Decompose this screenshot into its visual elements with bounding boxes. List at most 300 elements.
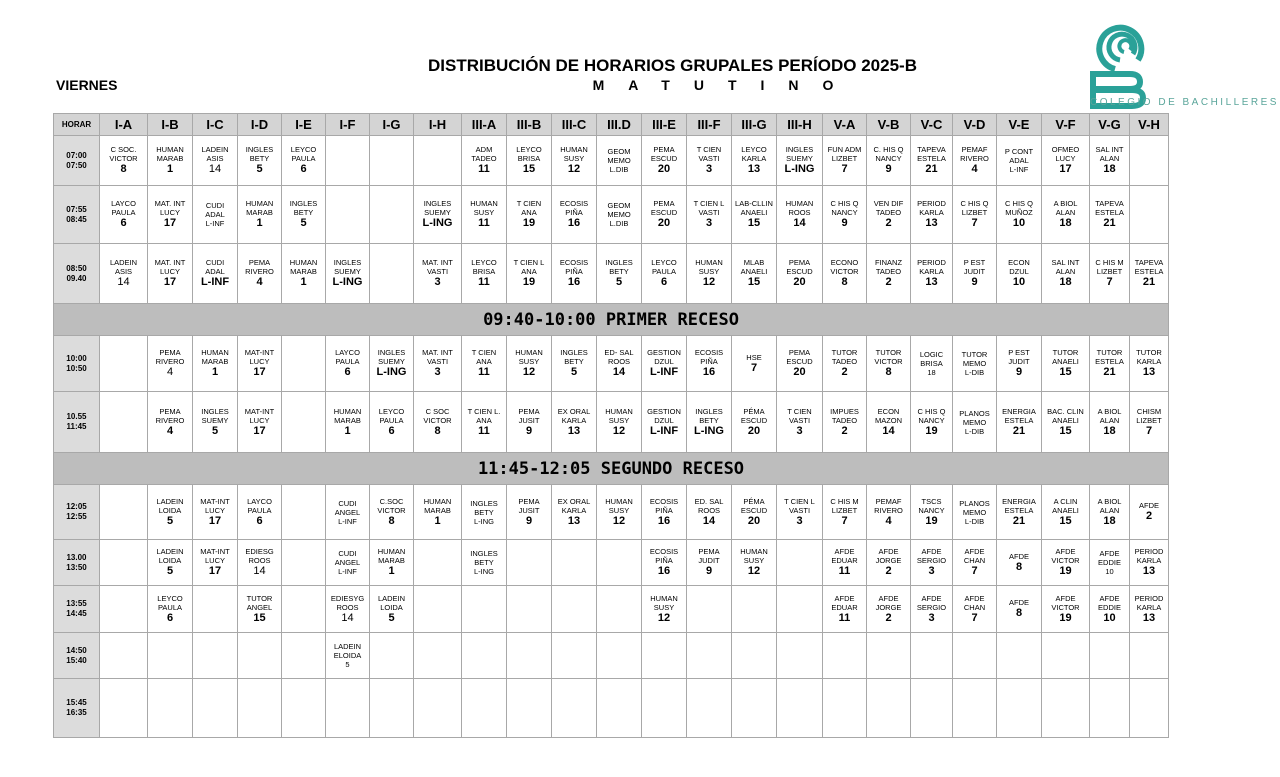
class-cell	[1130, 586, 1169, 633]
classroom-number: 13	[567, 514, 581, 527]
teacher-name: PIÑA	[565, 208, 583, 217]
classroom-number: 3	[796, 424, 803, 437]
subject-abbrev: C SOC	[425, 406, 450, 416]
empty-cell	[326, 186, 370, 244]
classroom-number: 10	[1012, 217, 1026, 229]
empty-cell	[282, 633, 326, 679]
empty-cell	[238, 679, 282, 738]
teacher-name: BRISA	[472, 267, 496, 276]
classroom-number: L-INF	[205, 219, 225, 228]
time-slot-cell	[54, 586, 100, 633]
class-cell	[370, 540, 414, 586]
empty-cell	[552, 679, 597, 738]
classroom-number: 14	[341, 611, 354, 624]
subject-abbrev: HUMAN	[560, 145, 588, 154]
class-cell	[823, 186, 867, 244]
subject-abbrev: LEYCO	[157, 593, 183, 603]
class-cell	[732, 392, 777, 453]
subject-abbrev: AFDE	[878, 593, 899, 603]
class-cell	[777, 485, 823, 540]
empty-cell	[326, 679, 370, 738]
teacher-name: KARLA	[919, 208, 944, 217]
teacher-name: KARLA	[741, 154, 767, 163]
classroom-number: 3	[928, 565, 935, 577]
class-cell	[687, 485, 732, 540]
classroom-number: 12	[657, 611, 671, 624]
class-cell	[507, 392, 552, 453]
class-cell	[238, 244, 282, 304]
classroom-number: 4	[885, 514, 892, 527]
teacher-name: VASTI	[788, 415, 811, 425]
empty-cell	[597, 679, 642, 738]
empty-cell	[777, 633, 823, 679]
time-slot-row	[54, 485, 1169, 540]
teacher-name: ASIS	[206, 154, 224, 163]
teacher-name: BETY	[609, 267, 629, 276]
subject-abbrev: LADEIN	[156, 496, 184, 506]
subject-abbrev: SAL INT	[1095, 145, 1124, 154]
class-cell	[953, 336, 997, 392]
class-cell	[238, 540, 282, 586]
classroom-number: 3	[434, 366, 441, 378]
empty-cell	[1090, 633, 1130, 679]
classroom-number: 15	[1059, 514, 1072, 527]
classroom-number: 12	[522, 366, 536, 378]
class-cell	[1130, 336, 1169, 392]
teacher-name: SERGIO	[916, 556, 947, 565]
teacher-name: ESCUD	[650, 208, 678, 217]
empty-cell	[100, 586, 148, 633]
subject-abbrev: CUDI	[205, 201, 225, 210]
teacher-name: ESCUD	[650, 154, 678, 163]
subject-abbrev: TUTOR	[875, 348, 902, 357]
teacher-name: MARAB	[156, 154, 184, 163]
column-header-group: I-G	[370, 114, 414, 136]
empty-cell	[823, 679, 867, 738]
class-cell	[732, 336, 777, 392]
class-cell	[1042, 586, 1090, 633]
classroom-number: 1	[256, 217, 263, 229]
empty-cell	[777, 679, 823, 738]
time-slot-cell	[54, 336, 100, 392]
classroom-number: 14	[612, 366, 626, 378]
classroom-number: 6	[344, 366, 351, 378]
teacher-name: SUEMY	[378, 357, 405, 366]
subject-abbrev: C.SOC	[379, 496, 404, 506]
subject-abbrev: PLANOS	[959, 408, 990, 418]
subject-abbrev: A BIOL	[1097, 406, 1122, 416]
empty-cell	[507, 586, 552, 633]
class-cell	[687, 540, 732, 586]
subject-abbrev: T CIEN L	[784, 496, 815, 506]
class-cell	[777, 186, 823, 244]
subject-abbrev: GEOM	[607, 147, 631, 156]
classroom-number: 15	[1059, 366, 1072, 378]
empty-cell	[597, 586, 642, 633]
subject-abbrev: MAT. INT	[422, 348, 453, 357]
classroom-number: 7	[971, 217, 978, 229]
teacher-name: LUCY	[1055, 154, 1076, 163]
teacher-name: LUCY	[159, 208, 180, 217]
class-cell	[193, 336, 238, 392]
class-cell	[552, 336, 597, 392]
classroom-number: 8	[434, 424, 441, 437]
empty-cell	[282, 392, 326, 453]
classroom-number: 11	[838, 565, 851, 577]
empty-cell	[282, 336, 326, 392]
classroom-number: 6	[256, 514, 263, 527]
empty-cell	[193, 633, 238, 679]
class-cell	[326, 586, 370, 633]
time-slot-cell	[54, 540, 100, 586]
class-cell	[597, 136, 642, 186]
class-cell	[1042, 485, 1090, 540]
class-cell	[1042, 136, 1090, 186]
time-end: 14:45	[66, 609, 87, 618]
subject-abbrev: GEOM	[607, 201, 631, 210]
time-slot-cell	[54, 392, 100, 453]
teacher-name: ASIS	[114, 267, 133, 276]
subject-abbrev: TUTOR	[831, 348, 858, 357]
subject-abbrev: HUMAN	[333, 406, 362, 416]
teacher-name: LIZBET	[831, 505, 858, 515]
empty-cell	[911, 633, 953, 679]
class-cell	[1090, 540, 1130, 586]
subject-abbrev: GESTION	[647, 406, 681, 416]
teacher-name: LIZBET	[961, 208, 988, 217]
subject-abbrev: FINANZ	[874, 258, 903, 267]
class-cell	[238, 586, 282, 633]
empty-cell	[911, 679, 953, 738]
class-cell	[997, 136, 1042, 186]
class-cell	[867, 336, 911, 392]
teacher-name: KARLA	[561, 415, 587, 425]
class-cell	[911, 136, 953, 186]
teacher-name: ROOS	[336, 602, 359, 612]
teacher-name: MEMO	[962, 507, 987, 517]
classroom-number: 11	[478, 366, 490, 378]
class-cell	[953, 540, 997, 586]
empty-cell	[687, 633, 732, 679]
teacher-name: RIVERO	[245, 267, 274, 276]
column-header-group: I-A	[100, 114, 148, 136]
teacher-name: TADEO	[831, 357, 858, 366]
column-header-group: V-B	[867, 114, 911, 136]
class-cell	[911, 244, 953, 304]
classroom-number: 11	[478, 163, 490, 175]
classroom-number: 8	[388, 514, 395, 527]
teacher-name: ESTELA	[1095, 357, 1124, 366]
empty-cell	[100, 392, 148, 453]
teacher-name: DZUL	[654, 415, 674, 425]
teacher-name: ANA	[476, 415, 492, 425]
empty-cell	[507, 540, 552, 586]
teacher-name: PIÑA	[565, 267, 583, 276]
teacher-name: TADEO	[875, 267, 902, 276]
class-cell	[326, 392, 370, 453]
classroom-number: 20	[657, 163, 671, 175]
teacher-name: ESTELA	[1004, 415, 1034, 425]
classroom-number: 18	[1103, 514, 1116, 527]
subject-abbrev: A BIOL	[1053, 199, 1078, 208]
teacher-name: SUSY	[608, 415, 630, 425]
subject-abbrev: INGLES	[470, 549, 498, 558]
class-cell	[597, 485, 642, 540]
class-cell	[823, 586, 867, 633]
empty-cell	[282, 586, 326, 633]
teacher-name: LIZBET	[1096, 267, 1123, 276]
subject-abbrev: HUMAN	[605, 406, 633, 416]
classroom-number: 15	[747, 217, 761, 229]
subject-abbrev: LADEIN	[201, 145, 229, 154]
teacher-name: MEMO	[607, 156, 631, 165]
subject-abbrev: CHISM	[1136, 406, 1162, 416]
column-header-group: I-F	[326, 114, 370, 136]
subject-abbrev: PEMA	[159, 348, 181, 357]
teacher-name: SUEMY	[786, 154, 813, 163]
class-cell	[370, 336, 414, 392]
subject-abbrev: P CONT	[1004, 147, 1034, 156]
class-cell	[462, 336, 507, 392]
subject-abbrev: IMPUES	[830, 406, 859, 416]
teacher-name: ANA	[521, 208, 537, 217]
classroom-number: L-ING	[473, 516, 494, 526]
class-cell	[997, 540, 1042, 586]
class-cell	[326, 244, 370, 304]
empty-cell	[370, 679, 414, 738]
subject-abbrev: AFDE	[834, 547, 855, 556]
classroom-number: L.DIB	[609, 219, 629, 228]
classroom-number: 12	[612, 514, 626, 527]
classroom-number: 3	[434, 276, 441, 288]
class-cell	[370, 485, 414, 540]
class-cell	[732, 244, 777, 304]
subject-abbrev: MAT. INT	[422, 258, 453, 267]
schedule-table	[53, 113, 1169, 738]
teacher-name: ANAELI	[740, 208, 768, 217]
teacher-name: ROOS	[248, 556, 271, 565]
teacher-name: PAULA	[157, 602, 183, 612]
class-cell	[642, 244, 687, 304]
classroom-number: L-INF	[649, 424, 679, 437]
college-logo-text: COLEGIO DE BACHILLERES	[1090, 97, 1279, 108]
subject-abbrev: INGLES	[695, 406, 723, 416]
class-cell	[148, 392, 193, 453]
classroom-number: 2	[885, 611, 892, 624]
teacher-name: JUDIT	[963, 267, 986, 276]
class-cell	[148, 586, 193, 633]
teacher-name: ADAL	[1009, 156, 1029, 165]
recess-label: 09:40-10:00 PRIMER RECESO	[54, 304, 1169, 336]
class-cell	[326, 633, 370, 679]
class-cell	[148, 136, 193, 186]
classroom-number: 11	[838, 611, 851, 624]
subject-abbrev: HSE	[746, 352, 762, 362]
empty-cell	[193, 586, 238, 633]
teacher-name: SUEMY	[424, 208, 451, 217]
empty-cell	[326, 136, 370, 186]
classroom-number: L-INF	[649, 366, 679, 378]
column-header-group: V-F	[1042, 114, 1090, 136]
empty-cell	[462, 679, 507, 738]
subject-abbrev: LADEIN	[333, 642, 362, 651]
class-cell	[823, 392, 867, 453]
classroom-number: 5	[256, 163, 263, 175]
class-cell	[597, 392, 642, 453]
subject-abbrev: LOGIC	[919, 350, 944, 359]
teacher-name: ANAELI	[1052, 415, 1079, 425]
classroom-number: 6	[660, 276, 668, 288]
class-cell	[462, 244, 507, 304]
subject-abbrev: INGLES	[333, 258, 362, 267]
class-cell	[687, 244, 732, 304]
teacher-name: PIÑA	[655, 556, 673, 565]
subject-abbrev: INGLES	[201, 406, 229, 416]
subject-abbrev: VEN DIF	[873, 199, 904, 208]
class-cell	[238, 392, 282, 453]
classroom-number: 17	[253, 366, 266, 378]
class-cell	[597, 186, 642, 244]
classroom-number: 16	[567, 276, 581, 288]
class-cell	[507, 244, 552, 304]
empty-cell	[997, 633, 1042, 679]
subject-abbrev: EDIESG	[245, 547, 274, 556]
subject-abbrev: C HIS Q	[917, 406, 946, 416]
class-cell	[823, 244, 867, 304]
subject-abbrev: AFDE	[1055, 547, 1076, 556]
classroom-number: 1	[344, 424, 351, 437]
teacher-name: ESCUD	[786, 267, 813, 276]
teacher-name: VASTI	[698, 208, 720, 217]
classroom-number: 20	[747, 424, 761, 437]
classroom-number: 18	[1103, 163, 1116, 175]
teacher-name: EDUAR	[831, 602, 858, 612]
teacher-name: ESCUD	[786, 357, 813, 366]
subject-abbrev: HUMAN	[245, 199, 274, 208]
class-cell	[777, 392, 823, 453]
class-cell	[911, 392, 953, 453]
subject-abbrev: MLAB	[743, 258, 765, 267]
subject-abbrev: PEMA	[788, 258, 811, 267]
teacher-name: LUCY	[249, 415, 270, 425]
subject-abbrev: C HIS M	[830, 496, 859, 506]
class-cell	[823, 136, 867, 186]
teacher-name: VASTI	[426, 357, 449, 366]
teacher-name: VICTOR	[830, 267, 859, 276]
class-cell	[507, 136, 552, 186]
column-header-time: HORAR	[54, 114, 100, 136]
subject-abbrev: PEMA	[518, 496, 540, 506]
classroom-number: 6	[388, 424, 395, 437]
empty-cell	[953, 679, 997, 738]
empty-cell	[507, 679, 552, 738]
teacher-name: ADAL	[205, 267, 225, 276]
classroom-number: 17	[163, 276, 177, 288]
classroom-number: 5	[300, 217, 307, 229]
column-header-group: III-G	[732, 114, 777, 136]
classroom-number: 1	[166, 163, 174, 175]
time-start: 08:50	[66, 263, 87, 273]
classroom-number: 10	[1012, 276, 1026, 288]
classroom-number: L-INF	[338, 516, 357, 526]
column-header-group: V-E	[997, 114, 1042, 136]
subject-abbrev: AFDE	[1055, 593, 1076, 603]
classroom-number: 9	[885, 163, 892, 175]
class-cell	[1130, 244, 1169, 304]
classroom-number: 21	[1012, 424, 1026, 437]
classroom-number: 13	[925, 217, 938, 229]
subject-abbrev: BAC. CLIN	[1047, 406, 1084, 416]
subject-abbrev: C SOC.	[110, 145, 137, 154]
subject-abbrev: CUDI	[338, 549, 357, 558]
teacher-name: NANCY	[918, 415, 945, 425]
classroom-number: 1	[300, 276, 307, 288]
subject-abbrev: PÉMA	[743, 496, 765, 506]
class-cell	[1090, 186, 1130, 244]
empty-cell	[1130, 633, 1169, 679]
teacher-name: NANCY	[875, 154, 902, 163]
teacher-name: ROOS	[697, 505, 721, 515]
empty-cell	[777, 586, 823, 633]
classroom-number: 7	[1106, 276, 1113, 288]
classroom-number: 17	[208, 565, 222, 577]
teacher-name: MUÑOZ	[1005, 208, 1033, 217]
subject-abbrev: HUMAN	[695, 258, 723, 267]
classroom-number: 12	[567, 163, 581, 175]
subject-abbrev: AFDE	[1099, 549, 1120, 558]
classroom-number: L-DIB	[964, 368, 985, 377]
subject-abbrev: EX ORAL	[557, 406, 591, 416]
subject-abbrev: MAT-INT	[244, 406, 275, 416]
subject-abbrev: PEMA	[518, 406, 540, 416]
empty-cell	[414, 679, 462, 738]
classroom-number: 7	[841, 514, 848, 527]
class-cell	[1042, 392, 1090, 453]
classroom-number: 18	[1059, 276, 1072, 288]
classroom-number: 7	[971, 565, 978, 577]
classroom-number: 6	[120, 217, 127, 229]
class-cell	[238, 186, 282, 244]
teacher-name: VICTOR	[109, 154, 138, 163]
subject-abbrev: INGLES	[605, 258, 633, 267]
classroom-number: 18	[927, 368, 936, 377]
column-header-group: V-H	[1130, 114, 1169, 136]
subject-abbrev: INGLES	[245, 145, 274, 154]
empty-cell	[462, 633, 507, 679]
teacher-name: SERGIO	[916, 602, 947, 612]
empty-cell	[238, 633, 282, 679]
recess-row	[54, 304, 1169, 336]
classroom-number: 15	[1059, 424, 1072, 437]
teacher-name: JUDIT	[698, 556, 720, 565]
column-header-group: I-H	[414, 114, 462, 136]
teacher-name: ESTELA	[1095, 208, 1124, 217]
subject-abbrev: GESTION	[647, 348, 681, 357]
class-cell	[148, 485, 193, 540]
class-cell	[100, 244, 148, 304]
teacher-name: JUSIT	[518, 415, 540, 425]
subject-abbrev: AFDE	[834, 593, 855, 603]
classroom-number: 16	[567, 217, 581, 229]
teacher-name: ESTELA	[1004, 505, 1034, 515]
classroom-number: 17	[253, 424, 266, 437]
classroom-number: 14	[117, 276, 130, 288]
class-cell	[597, 336, 642, 392]
classroom-number: 17	[208, 514, 222, 527]
subject-abbrev: C HIS M	[1095, 258, 1124, 267]
subject-abbrev: P EST	[963, 258, 986, 267]
classroom-number: 21	[925, 163, 938, 175]
